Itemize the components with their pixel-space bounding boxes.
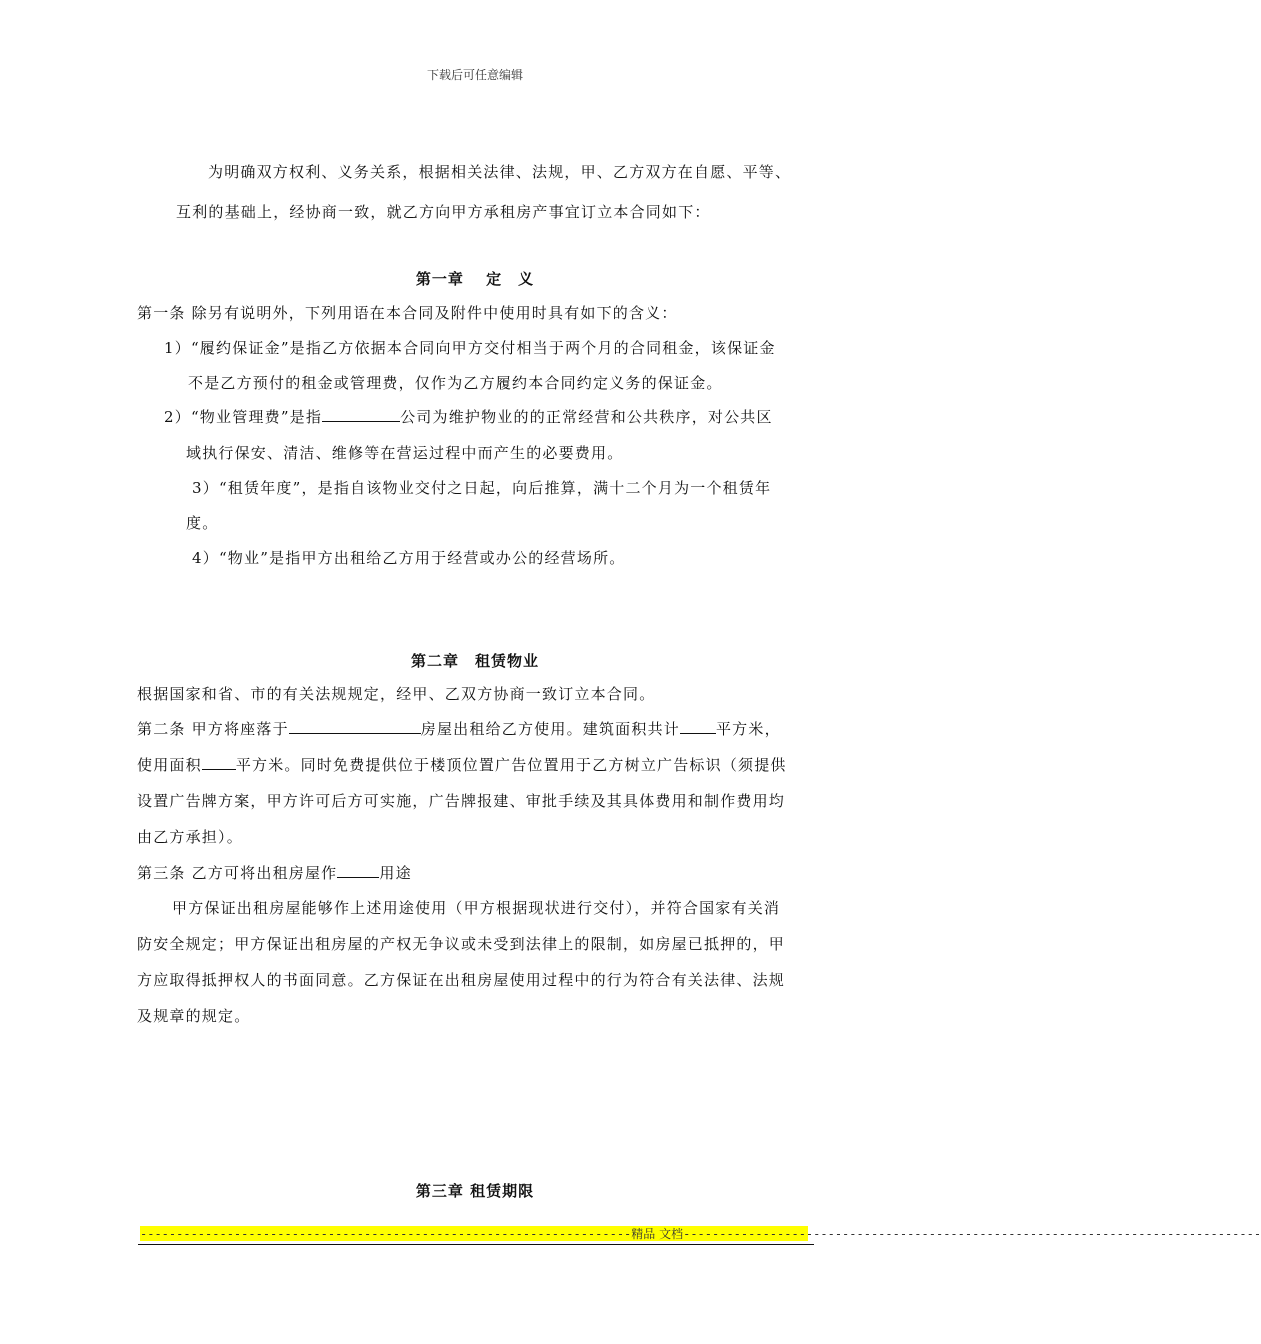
usable-area-blank	[202, 755, 236, 770]
intro-line-2: 互利的基础上，经协商一致，就乙方向甲方承租房产事宜订立本合同如下：	[176, 203, 711, 221]
definition-2-line-1	[164, 407, 773, 427]
chapter-3-title: 第三章 租赁期限	[415, 1182, 535, 1200]
article-3-part-a: 第三条 乙方可将出租房屋作	[137, 864, 338, 882]
footer-label: 精品 文档	[631, 1227, 684, 1241]
article-2-line-2	[137, 755, 787, 775]
article-3-para-line-3: 方应取得抵押权人的书面同意。乙方保证在出租房屋使用过程中的行为符合有关法律、法规	[137, 971, 786, 989]
definition-3-line-1: 3）“租赁年度”，是指自该物业交付之日起，向后推算，满十二个月为一个租赁年	[192, 479, 772, 497]
definition-4: 4）“物业”是指甲方出租给乙方用于经营或办公的经营场所。	[192, 549, 626, 567]
chapter-2-title: 第二章 租赁物业	[410, 652, 539, 670]
property-company-blank	[322, 407, 400, 422]
article-2-part-b: 房屋出租给乙方使用。建筑面积共计	[420, 720, 680, 738]
article-3-line-1	[137, 863, 412, 883]
article-1-text: 第一条 除另有说明外，下列用语在本合同及附件中使用时具有如下的含义：	[137, 304, 678, 322]
footer-rule	[138, 1244, 814, 1245]
definition-2-prefix: 2）“物业管理费”是指	[164, 408, 323, 426]
chapter-2-intro: 根据国家和省、市的有关法规规定，经甲、乙双方协商一致订立本合同。	[137, 685, 656, 703]
article-3-para-line-2: 防安全规定；甲方保证出租房屋的产权无争议或未受到法律上的限制，如房屋已抵押的，甲	[137, 935, 786, 953]
article-2-line-2-b: 平方米。同时免费提供位于楼顶位置广告位置用于乙方树立广告标识（须提供	[235, 756, 787, 774]
article-2-part-a: 第二条 甲方将座落于	[137, 720, 289, 738]
article-3-para-line-1: 甲方保证出租房屋能够作上述用途使用（甲方根据现状进行交付），并符合国家有关消	[172, 899, 781, 917]
article-2-part-c: 平方米，	[715, 720, 781, 738]
usage-purpose-blank	[337, 863, 379, 878]
article-2-line-3: 设置广告牌方案，甲方许可后方可实施，广告牌报建、审批手续及其具体费用和制作费用均	[137, 792, 786, 810]
property-location-blank	[289, 719, 421, 734]
definition-1-line-2: 不是乙方预付的租金或管理费，仅作为乙方履约本合同约定义务的保证金。	[188, 374, 723, 392]
definition-3-line-2: 度。	[186, 514, 219, 532]
building-area-blank	[680, 719, 716, 734]
footer-dashes-right: --------------------------------------------------------------------------------	[683, 1227, 1261, 1241]
definition-1-line-1: 1）“履约保证金”是指乙方依据本合同向甲方交付相当于两个月的合同租金，该保证金	[164, 339, 776, 357]
article-2-line-2-a: 使用面积	[137, 756, 202, 774]
article-2-line-1	[137, 719, 781, 739]
article-2-line-4: 由乙方承担）。	[137, 828, 243, 846]
definition-2-line-2: 域执行保安、清洁、维修等在营运过程中而产生的必要费用。	[186, 444, 624, 462]
intro-line-1: 为明确双方权利、义务关系，根据相关法律、法规，甲、乙方双方在自愿、平等、	[208, 163, 792, 181]
definition-2-suffix: 公司为维护物业的的正常经营和公共秩序，对公共区	[400, 408, 773, 426]
article-3-part-b: 用途	[379, 864, 412, 882]
footer-dashes-left: --------------------------------------------------------------------	[140, 1227, 632, 1241]
chapter-1-title: 第一章 定 义	[415, 270, 535, 288]
page-header-note: 下载后可任意编辑	[426, 68, 523, 82]
article-3-para-line-4: 及规章的规定。	[137, 1007, 251, 1025]
footer-watermark	[140, 1225, 1261, 1242]
